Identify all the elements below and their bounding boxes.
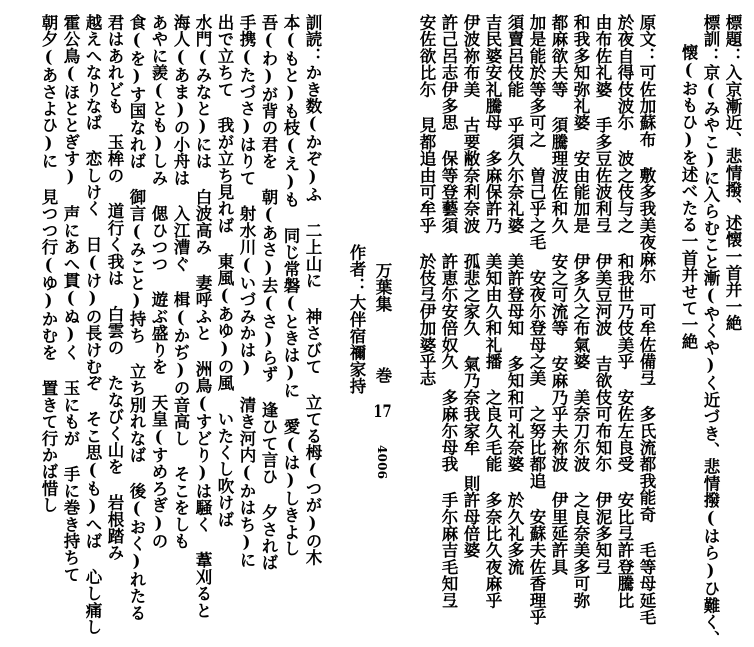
poem-number: 4006 (375, 444, 389, 480)
reading-line-13: 朝夕(あさよひ)に 見つつ行(ゆ)かむを 置きて行かば惜し (39, 14, 58, 514)
reading-line-6: 水門(みなと)には 白波高み 妻呼ふと 洲鳥(すどり)は騒く 葦刈ると (193, 14, 212, 619)
reading-line-1: 訓読：かき数(かぞ)ふ 二上山に 神さびて 立てる栂(つが)の木 (303, 14, 322, 566)
reading-line-11: 越えへなりなば 恋しけく 日(け)の長けむぞ そこ思(も)へば 心し痛し (83, 14, 102, 636)
original-line-5: 都麻欲夫等 須騰理波佐和久 安之可流等 安麻乃乎夫祢波 伊里延許具 (549, 14, 568, 576)
reading-line-3: 吾(わ)が背の君を 朝(あさ)去(さ)らず 逢ひて言ひ 夕されば (259, 14, 278, 571)
original-line-10: 許己呂志伊多思 保等登藝須 許恵尓安倍奴久 多麻尓母我 手尓麻吉毛知弖 (439, 14, 458, 609)
author-line: 作者：大伴宿禰家持 (347, 244, 366, 395)
reading-line-7: 海人(あま)の小舟は 入江漕ぐ 楫(かぢ)の音高し そこをしも (171, 14, 190, 550)
title-line: 標題：入京漸近、悲情撥、述懐一首并一絶 (723, 14, 742, 332)
reading-line-4: 手携(たづさ)はりて 射水川(いづみかは) 清き河内(かはち)に (237, 14, 256, 569)
reading-line-2: 本(もと)も枝(え)も 同じ常磐(ときは)に 愛(は)しきよし (281, 14, 300, 557)
collection-attribution (372, 262, 392, 479)
volume-label: 巻 (373, 367, 392, 384)
reading-line-9: 食(を)す国なれば 御言(みこと)持ち 立ち別れなば 後(おく)れたる (127, 14, 146, 622)
original-line-9: 伊波祢布美 古要敝奈利奈波 孤悲之家久 氣乃奈我家牟 則許母倍婆 (461, 14, 480, 559)
original-line-4: 和我多知弥礼婆 安由能加是 伊多久之布氣婆 美奈刀尓波 之良奈美多可弥 (571, 14, 590, 609)
reading-line-10: 君はあれども 玉桙の 道行く我は 白雲の たなびく山を 岩根踏み (105, 14, 124, 561)
title-reading-line-1: 標訓：京(みやこ)に入らむこと漸(やくや)く近づき、悲情撥(はら)ひ難く、 (701, 14, 720, 647)
title-reading-line-2: 懐(おもひ)を述べたる一首并せて一絶 (679, 44, 698, 350)
reading-line-12: 霍公鳥(ほととぎす) 声にあへ貫(ぬ)く 玉にもが 手に巻き持ちて (61, 14, 80, 583)
original-line-3: 由布佐礼婆 手多豆佐波利弖 伊美豆河波 吉欲伎可布知尓 伊泥多知弖 (593, 14, 612, 576)
original-line-1: 原文：可佐加蘇布 敷多我美夜麻尓 可牟佐備弖 多氏流都我能奇 毛等母延毛 (637, 14, 656, 626)
original-line-11: 安佐欲比尓 見都追由可牟乎 於伎弖伊加婆乎志 (417, 14, 436, 387)
volume-number: 17 (373, 403, 392, 420)
collection-name: 万葉集 (373, 262, 392, 313)
original-line-6: 加是能於等多可之 曽己乎之毛 安夜尓登母之美 之努比都追 安蘇夫佐香理乎 (527, 14, 546, 626)
original-line-2: 於夜自得伎波尓 波之伎与之 和我世乃伎美乎 安佐左良受 安比弖許登騰比 (615, 14, 634, 609)
original-line-8: 吉民婆安礼騰母 多麻保許乃 美知由久和礼播 之良久毛能 多奈比久夜麻乎 (483, 14, 502, 609)
reading-line-5: 出で立ちて 我が立ち見れば 東風(あゆ)の風 いたくし吹けば (215, 14, 234, 528)
reading-line-8: あやに羨(とも)しみ 偲ひつつ 遊ぶ盛りを 天皇(すめろぎ)の (149, 14, 168, 550)
original-line-7: 須賣呂伎能 乎須久尓奈礼婆 美許登母知 多知和可礼奈婆 於久礼多流 (505, 14, 524, 576)
